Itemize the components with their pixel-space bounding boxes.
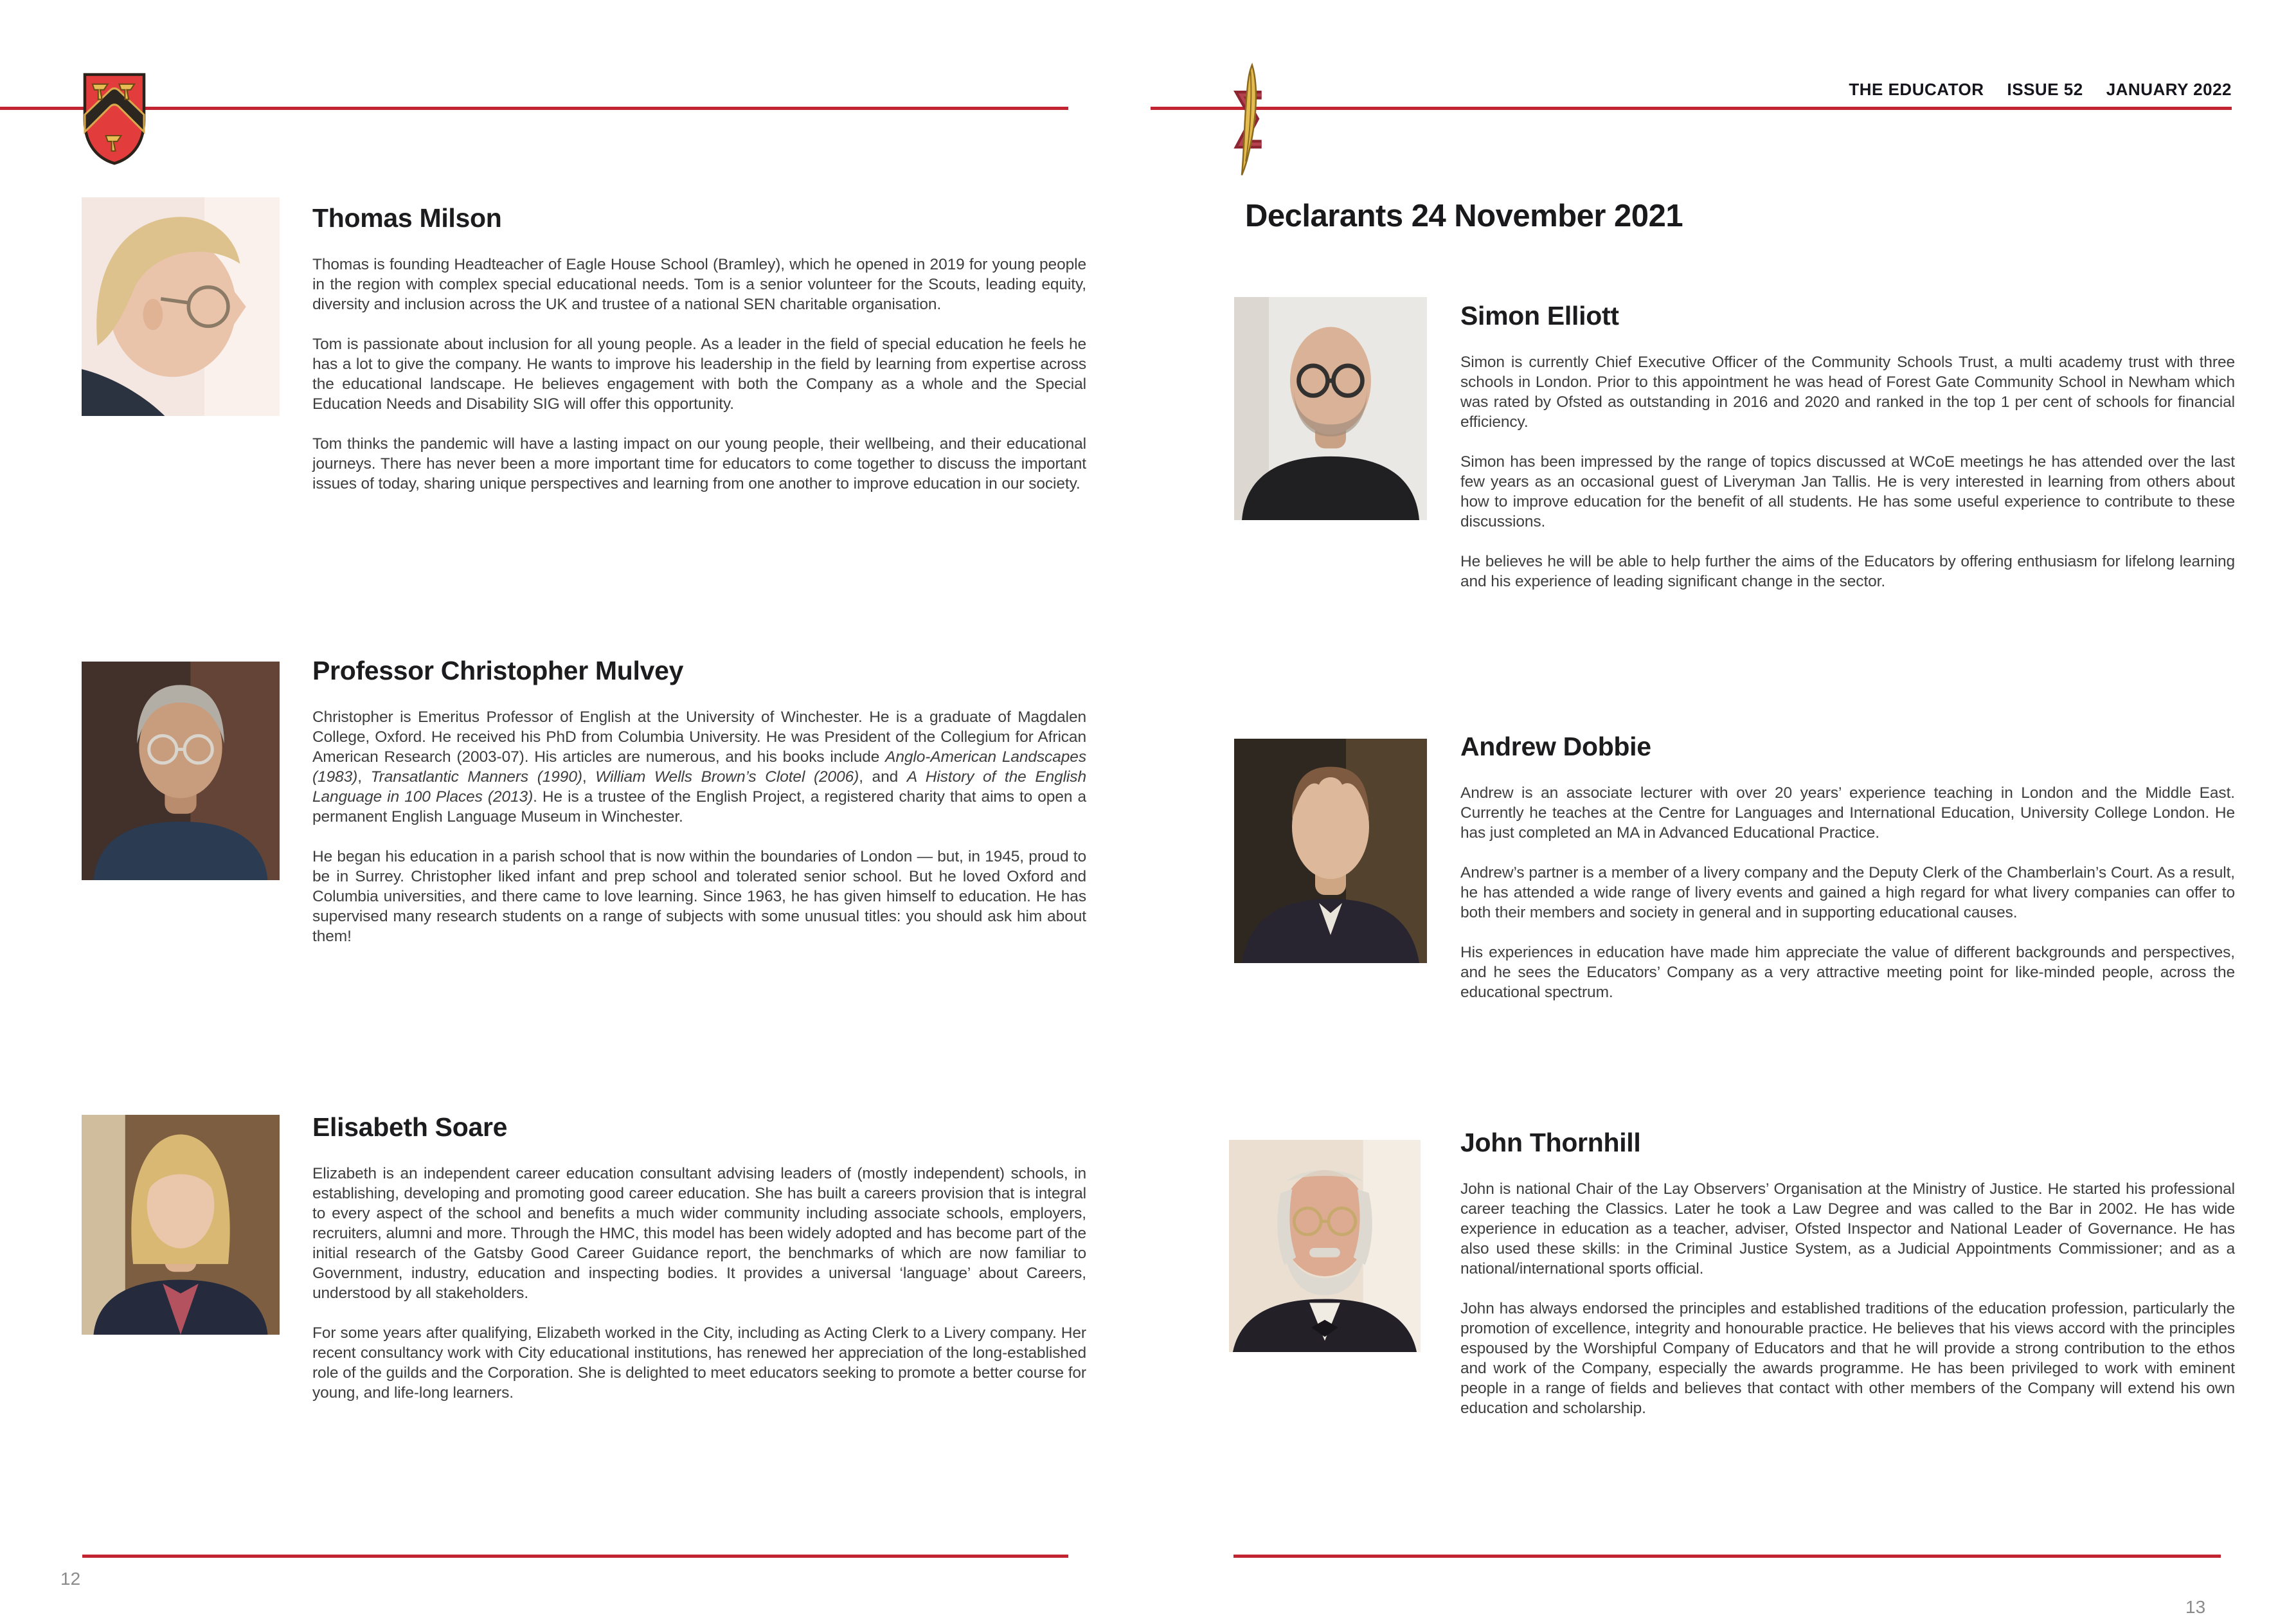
profile-elisabeth-soare (312, 1112, 1086, 1403)
educators-shield-crest-icon (81, 71, 148, 166)
profile-paragraph: Thomas is founding Headteacher of Eagle House School (Bramley), which he opened in 2019 for young people in the region with complex special educational needs. Tom is a senior volunteer for the Scouts, leading equity, diversity and inclusion across the UK and trustee of a national SEN charitable organisation. (312, 256, 1086, 313)
photo-simon-elliott (1234, 297, 1427, 520)
profile-paragraph: Elizabeth is an independent career education consultant advising leaders of (mostly independent) schools, in establishing, developing and promoting good career education. She has built a careers provision that is integral to every aspect of the school and benefits a much wider community including associate schools, employers, recruiters, alumni and more. Through the HMC, this model has been widely adopted and has become part of the initial research of the Gatsby Good Career Guidance report, the benchmarks of which are now familiar to Government, industry, education and inspecting bodies. It provides a universal ‘language’ about Careers, understood by all stakeholders. (312, 1165, 1086, 1302)
profile-simon-elliott (1460, 301, 2235, 591)
photo-andrew-dobbie (1234, 739, 1427, 963)
profile-paragraph: Simon has been impressed by the range of topics discussed at WCoE meetings he has attended over the last few years as an occasional guest of Liveryman Jan Tallis. He is very interested in learning from others about how to improve education for the benefit of all students. He has some useful experience to contribute to these discussions. (1460, 453, 2235, 530)
educators-quill-emblem-icon (1225, 62, 1273, 177)
profile-andrew-dobbie (1460, 732, 2235, 1002)
profile-paragraph: He believes he will be able to help further the aims of the Educators by offering enthusiasm for lifelong learning and his experience of leading significant change in the sector. (1460, 553, 2235, 590)
header-rule-left-page (0, 107, 1068, 110)
profile-paragraph: John has always endorsed the principles and established traditions of the education profession, particularly the promotion of excellence, integrity and honourable practice. He believes that his views accord with the principles espoused by the Worshipful Company of Educators and that he will provide a strong contribution to the ethos and work of the Company, especially the awards programme. He has been privileged to work with eminent people in a range of fields and believes that contact with other members of the Company will extend his own education and scholarship. (1460, 1300, 2235, 1417)
profile-paragraph: Tom is passionate about inclusion for all young people. As a leader in the field of special education he feels he has a lot to give the company. He wants to improve his leadership in the field by learning from expertise across the educational landscape. He believes engagement with both the Company as a whole and the Special Education Needs and Disability SIG will offer this opportunity. (312, 336, 1086, 413)
section-title: Declarants 24 November 2021 (1245, 199, 1683, 233)
photo-john-thornhill (1229, 1140, 1421, 1352)
profile-christopher-mulvey (312, 656, 1086, 946)
profile-paragraph: Christopher is Emeritus Professor of English at the University of Winchester. He is a graduate of Magdalen College, Oxford. He received his PhD from Columbia University. He was President of the Collegium for African American Research (2003-07). His articles are numerous, and his books include Anglo-American Landscapes (1983), Transatlantic Manners (1990), William Wells Brown’s Clotel (2006), and A History of the English Language in 100 Places (2013). He is a trustee of the English Project, a registered charity that aims to open a permanent English Language Museum in Winchester. (312, 708, 1086, 826)
photo-elisabeth-soare (82, 1115, 280, 1335)
profile-name: Thomas Milson (312, 203, 502, 233)
page-number-right: 13 (2185, 1597, 2206, 1617)
masthead-issue: ISSUE 52 (2007, 80, 2083, 99)
profile-name: Professor Christopher Mulvey (312, 656, 684, 685)
profile-paragraph: Andrew’s partner is a member of a livery company and the Deputy Clerk of the Chamberlain’s Court. As a result, he has attended a wide range of livery events and gained a high regard for what livery companies can offer to both their members and society in general and in supporting educational causes. (1460, 864, 2235, 921)
masthead (1849, 80, 2232, 100)
masthead-date: JANUARY 2022 (2106, 80, 2232, 99)
profile-paragraph: His experiences in education have made him appreciate the value of different backgrounds and perspectives, and he sees the Educators’ Company as a very attractive meeting point for like-minded people, across the educational spectrum. (1460, 944, 2235, 1001)
footer-rule-left-page (82, 1555, 1068, 1558)
profile-name: Andrew Dobbie (1460, 732, 1651, 761)
profile-paragraph: Andrew is an associate lecturer with over 20 years’ experience teaching in London and the Middle East. Currently he teaches at the Centre for Languages and International Education, University College London. He has just completed an MA in Advanced Educational Practice. (1460, 784, 2235, 842)
profile-paragraph: For some years after qualifying, Elizabeth worked in the City, including as Acting Clerk to a Livery company. Her recent consultancy work with City educational institutions, has renewed her appreciation of the long-established role of the guilds and the Corporation. She is delighted to meet educators seeking to promote a better course for young, and life-long learners. (312, 1324, 1086, 1402)
page-number-left: 12 (60, 1569, 81, 1589)
profile-name: Simon Elliott (1460, 301, 1619, 330)
profile-john-thornhill (1460, 1128, 2235, 1418)
photo-thomas-milson (82, 197, 280, 416)
footer-rule-right-page (1233, 1555, 2221, 1558)
profile-paragraph: John is national Chair of the Lay Observers’ Organisation at the Ministry of Justice. He started his professional career teaching the Classics. Later he took a Law Degree and was called to the Bar in 2002. He has wide experience in education as a teacher, adviser, Ofsted Inspector and National Leader of Governance. He has also used these skills: in the Criminal Justice System, as a Judicial Appointments Commissioner; and as a national/international sports official. (1460, 1180, 2235, 1277)
masthead-title: THE EDUCATOR (1849, 80, 1984, 99)
header-rule-right-page (1151, 107, 2232, 110)
profile-name: John Thornhill (1460, 1128, 1641, 1157)
profile-paragraph: Tom thinks the pandemic will have a lasting impact on our young people, their wellbeing, and their educational journeys. There has never been a more important time for educators to come together to discuss the important issues of today, sharing unique perspectives and learning from one another to improve education in our society. (312, 435, 1086, 492)
profile-paragraph: Simon is currently Chief Executive Officer of the Community Schools Trust, a multi academy trust with three schools in London. Prior to this appointment he was head of Forest Gate Community School in Newham which was rated by Ofsted as outstanding in 2016 and 2020 and ranked in the top 1 per cent of schools for financial efficiency. (1460, 354, 2235, 431)
photo-christopher-mulvey (82, 662, 280, 880)
profile-name: Elisabeth Soare (312, 1112, 508, 1142)
profile-paragraph: He began his education in a parish school that is now within the boundaries of London — but, in 1945, proud to be in Surrey. Christopher liked infant and prep school and tolerated senior school. But he loved Oxford and Columbia universities, and there came to love learning. Since 1963, he has given himself to education. He has supervised many research students on a range of subjects with some unusual titles: you should ask him about them! (312, 848, 1086, 945)
profile-thomas-milson (312, 203, 1086, 494)
